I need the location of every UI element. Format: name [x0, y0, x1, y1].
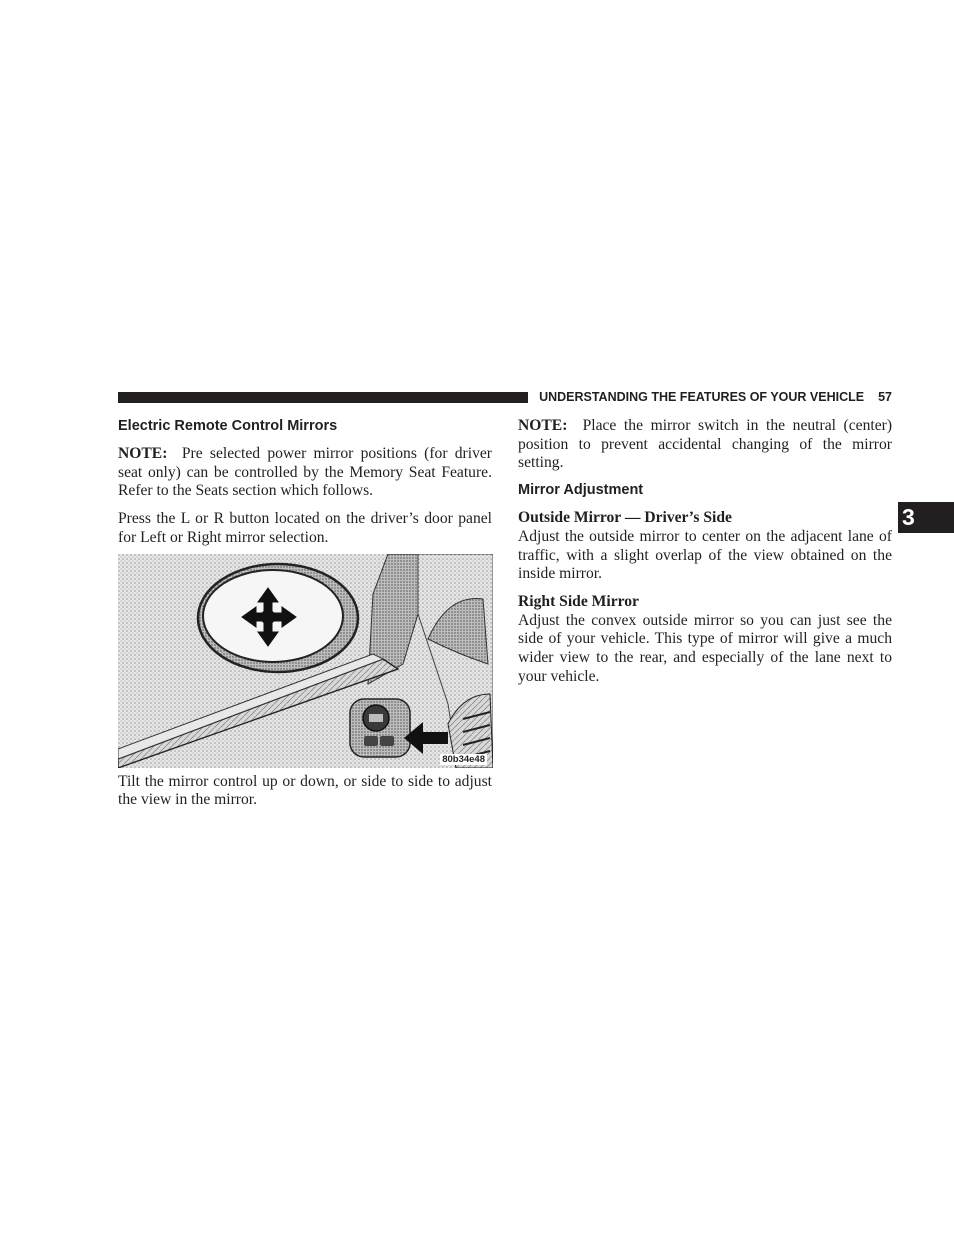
note-text: Pre selected power mirror positions (for driver seat only) can be controlled by the Memory Seat Feature. Refer to the Seats section which follows.: [118, 445, 492, 500]
note-text: Place the mirror switch in the neutral (center) position to prevent accidental changing of the mirror setting.: [518, 417, 893, 472]
section-heading: Electric Remote Control Mirrors: [118, 418, 338, 434]
mirror-control-illustration: [118, 554, 493, 768]
figure-code: 80b34e48: [442, 753, 485, 765]
right-column: [518, 417, 892, 686]
note-label: NOTE:: [518, 417, 568, 434]
memory-note: [118, 445, 492, 501]
right-side-subheading: Right Side Mirror: [518, 592, 639, 610]
note-label: NOTE:: [118, 445, 168, 462]
header-rule: [118, 392, 528, 403]
press-paragraph: Press the L or R button located on the driver’s door panel for Left or Right mirror selection.: [118, 510, 492, 546]
tilt-paragraph: Tilt the mirror control up or down, or side to side to adjust the view in the mirror.: [118, 772, 492, 809]
right-side-paragraph: Adjust the convex outside mirror so you can just see the side of your vehicle. This type of mirror will give a much wider view to the rear, and especially of the lane next to your vehicle.: [518, 611, 892, 685]
section-title: UNDERSTANDING THE FEATURES OF YOUR VEHICLE: [539, 390, 865, 404]
neutral-note: [518, 417, 892, 473]
left-column: [118, 417, 492, 810]
page-number: 57: [878, 390, 892, 404]
driver-side-subheading: Outside Mirror — Driver’s Side: [518, 509, 732, 527]
mirror-adjustment-heading: Mirror Adjustment: [518, 482, 644, 499]
chapter-tab: 3: [898, 502, 954, 533]
mirror-illustration-image: [118, 554, 493, 768]
running-header: [538, 390, 892, 404]
driver-side-paragraph: Adjust the outside mirror to center on the adjacent lane of traffic, with a slight overlap of the view obtained on the inside mirror.: [518, 527, 892, 583]
